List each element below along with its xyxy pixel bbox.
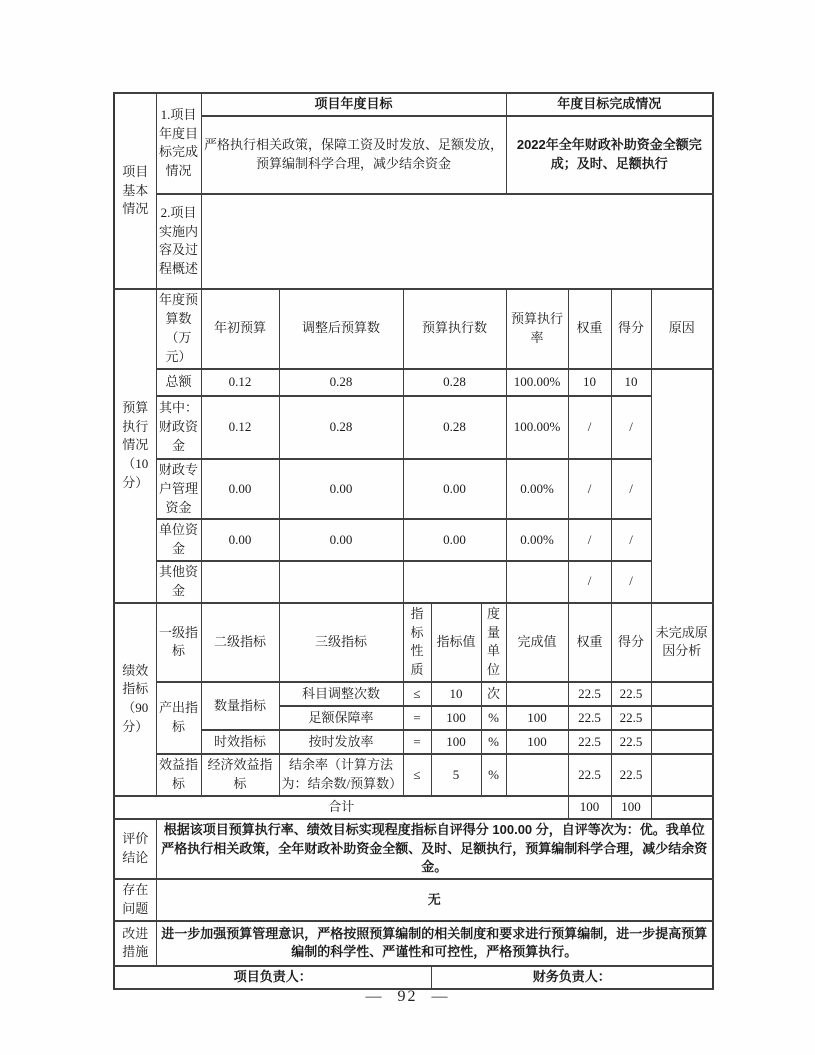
indicator-surplus-rate-reason	[651, 754, 713, 796]
budget-row-fiscal	[114, 396, 713, 459]
budget-col-initial: 年初预算	[201, 289, 279, 369]
indicator-full-guarantee-weight: 22.5	[568, 706, 611, 730]
indicator-group-label: 绩效指标（90分）	[114, 603, 156, 796]
indicator-subject-adjust-nature: ≤	[403, 682, 431, 706]
budget-total-score: 10	[611, 369, 651, 396]
conclusion-row	[114, 819, 713, 880]
indicator-on-time-weight: 22.5	[568, 730, 611, 754]
budget-unit-initial: 0.00	[201, 519, 279, 561]
indicator-surplus-rate-value: 5	[431, 754, 481, 796]
problems-label: 存在问题	[114, 879, 156, 921]
budget-fiscal-label: 其中：财政资金	[156, 396, 201, 459]
signature-row	[114, 966, 713, 989]
budget-other-score: /	[611, 561, 651, 603]
budget-row-special-account	[114, 459, 713, 520]
indicator-subject-adjust-weight: 22.5	[568, 682, 611, 706]
budget-other-adjusted	[279, 561, 403, 603]
problems-text: 无	[156, 879, 713, 921]
budget-col-weight: 权重	[568, 289, 611, 369]
budget-unit-weight: /	[568, 519, 611, 561]
indicator-surplus-rate-name: 结余率（计算方法为：结余数/预算数）	[279, 754, 403, 796]
improvement-label: 改进措施	[114, 921, 156, 966]
indicator-col-value: 指标值	[431, 603, 481, 682]
budget-unit-adjusted: 0.00	[279, 519, 403, 561]
indicator-row-subject-adjust	[114, 682, 713, 706]
indicator-quantity-label: 数量指标	[201, 682, 279, 730]
indicator-col-reason: 未完成原因分析	[651, 603, 713, 682]
goal-completion-text: 2022年全年财政补助资金全额完成；及时、足额执行	[506, 116, 713, 194]
indicator-total-row	[114, 796, 713, 819]
annual-goal-text: 严格执行相关政策，保障工资及时发放、足额发放，预算编制科学合理，减少结余资金	[201, 116, 506, 194]
indicator-full-guarantee-name: 足额保障率	[279, 706, 403, 730]
budget-fiscal-initial: 0.12	[201, 396, 279, 459]
budget-special-label: 财政专户管理资金	[156, 459, 201, 520]
budget-fiscal-score: /	[611, 396, 651, 459]
indicator-surplus-rate-unit: %	[481, 754, 506, 796]
budget-other-label: 其他资金	[156, 561, 201, 603]
indicator-timeliness-label: 时效指标	[201, 730, 279, 754]
performance-evaluation-table	[113, 92, 714, 990]
indicator-output-label: 产出指标	[156, 682, 201, 754]
indicator-on-time-score: 22.5	[611, 730, 651, 754]
indicator-row-on-time	[114, 730, 713, 754]
budget-total-rate: 100.00%	[506, 369, 568, 396]
indicator-full-guarantee-unit: %	[481, 706, 506, 730]
budget-row-total	[114, 369, 713, 396]
indicator-total-reason	[651, 796, 713, 819]
budget-special-weight: /	[568, 459, 611, 520]
indicator-col-level1: 一级指标	[156, 603, 201, 682]
budget-col-reason: 原因	[651, 289, 713, 369]
implementation-overview-content	[201, 194, 713, 289]
indicator-col-level3: 三级指标	[279, 603, 403, 682]
budget-col-score: 得分	[611, 289, 651, 369]
indicator-economic-label: 经济效益指标	[201, 754, 279, 796]
indicator-full-guarantee-value: 100	[431, 706, 481, 730]
goal-completion-header: 年度目标完成情况	[506, 93, 713, 116]
budget-col-adjusted: 调整后预算数	[279, 289, 403, 369]
budget-special-initial: 0.00	[201, 459, 279, 520]
indicator-subject-adjust-name: 科目调整次数	[279, 682, 403, 706]
implementation-overview-label: 2.项目实施内容及过程概述	[156, 194, 201, 289]
budget-unit-score: /	[611, 519, 651, 561]
finance-manager-label: 财务负责人：	[431, 966, 713, 989]
budget-reason-cell	[651, 369, 713, 603]
budget-total-label: 总额	[156, 369, 201, 396]
budget-unit-executed: 0.00	[403, 519, 506, 561]
implementation-overview-row	[114, 194, 713, 289]
indicator-full-guarantee-done: 100	[506, 706, 568, 730]
budget-fiscal-rate: 100.00%	[506, 396, 568, 459]
budget-header-row	[114, 289, 713, 369]
indicator-full-guarantee-reason	[651, 706, 713, 730]
indicator-subject-adjust-value: 10	[431, 682, 481, 706]
indicator-surplus-rate-done	[506, 754, 568, 796]
budget-special-adjusted: 0.00	[279, 459, 403, 520]
conclusion-label: 评价结论	[114, 819, 156, 880]
indicator-surplus-rate-weight: 22.5	[568, 754, 611, 796]
budget-special-executed: 0.00	[403, 459, 506, 520]
basic-info-group-label: 项目基本情况	[114, 93, 156, 289]
budget-special-rate: 0.00%	[506, 459, 568, 520]
budget-col-annual: 年度预算数（万元）	[156, 289, 201, 369]
budget-other-initial	[201, 561, 279, 603]
indicator-row-surplus-rate	[114, 754, 713, 796]
indicator-total-weight: 100	[568, 796, 611, 819]
indicator-header-row	[114, 603, 713, 682]
budget-fiscal-weight: /	[568, 396, 611, 459]
indicator-full-guarantee-score: 22.5	[611, 706, 651, 730]
basic-info-header-row	[114, 93, 713, 116]
indicator-col-score: 得分	[611, 603, 651, 682]
indicator-col-weight: 权重	[568, 603, 611, 682]
budget-unit-label: 单位资金	[156, 519, 201, 561]
budget-total-adjusted: 0.28	[279, 369, 403, 396]
indicator-col-nature: 指标性质	[403, 603, 431, 682]
annual-goal-completion-label: 1.项目年度目标完成情况	[156, 93, 201, 194]
budget-total-executed: 0.28	[403, 369, 506, 396]
basic-info-content-row	[114, 116, 713, 194]
indicator-surplus-rate-score: 22.5	[611, 754, 651, 796]
indicator-on-time-name: 按时发放率	[279, 730, 403, 754]
indicator-col-unit: 度量单位	[481, 603, 506, 682]
indicator-on-time-nature: =	[403, 730, 431, 754]
budget-total-initial: 0.12	[201, 369, 279, 396]
indicator-total-label: 合计	[114, 796, 568, 819]
budget-group-label: 预算执行情况（10分）	[114, 289, 156, 603]
annual-goal-header: 项目年度目标	[201, 93, 506, 116]
indicator-on-time-unit: %	[481, 730, 506, 754]
budget-row-unit-funds	[114, 519, 713, 561]
improvement-text: 进一步加强预算管理意识，严格按照预算编制的相关制度和要求进行预算编制，进一步提高预算编制的科学性、严谨性和可控性，严格预算执行。	[156, 921, 713, 966]
indicator-subject-adjust-unit: 次	[481, 682, 506, 706]
budget-fiscal-executed: 0.28	[403, 396, 506, 459]
page-number: — 92 —	[365, 988, 450, 1005]
indicator-subject-adjust-score: 22.5	[611, 682, 651, 706]
budget-other-executed	[403, 561, 506, 603]
budget-total-weight: 10	[568, 369, 611, 396]
project-manager-label: 项目负责人：	[114, 966, 431, 989]
indicator-on-time-done: 100	[506, 730, 568, 754]
conclusion-text: 根据该项目预算执行率、绩效目标实现程度指标自评得分 100.00 分，自评等次为：优。我单位严格执行相关政策，全年财政补助资金全额、及时、足额执行，预算编制科学合理，减少结余资金。	[156, 819, 713, 880]
indicator-surplus-rate-nature: ≤	[403, 754, 431, 796]
budget-col-rate: 预算执行率	[506, 289, 568, 369]
budget-col-executed: 预算执行数	[403, 289, 506, 369]
indicator-total-score: 100	[611, 796, 651, 819]
indicator-col-done: 完成值	[506, 603, 568, 682]
indicator-on-time-reason	[651, 730, 713, 754]
budget-row-other-funds	[114, 561, 713, 603]
indicator-benefit-label: 效益指标	[156, 754, 201, 796]
improvement-row	[114, 921, 713, 966]
indicator-col-level2: 二级指标	[201, 603, 279, 682]
indicator-subject-adjust-reason	[651, 682, 713, 706]
budget-other-rate	[506, 561, 568, 603]
budget-fiscal-adjusted: 0.28	[279, 396, 403, 459]
budget-special-score: /	[611, 459, 651, 520]
indicator-subject-adjust-done	[506, 682, 568, 706]
budget-unit-rate: 0.00%	[506, 519, 568, 561]
indicator-full-guarantee-nature: =	[403, 706, 431, 730]
problems-row	[114, 879, 713, 921]
indicator-on-time-value: 100	[431, 730, 481, 754]
budget-other-weight: /	[568, 561, 611, 603]
